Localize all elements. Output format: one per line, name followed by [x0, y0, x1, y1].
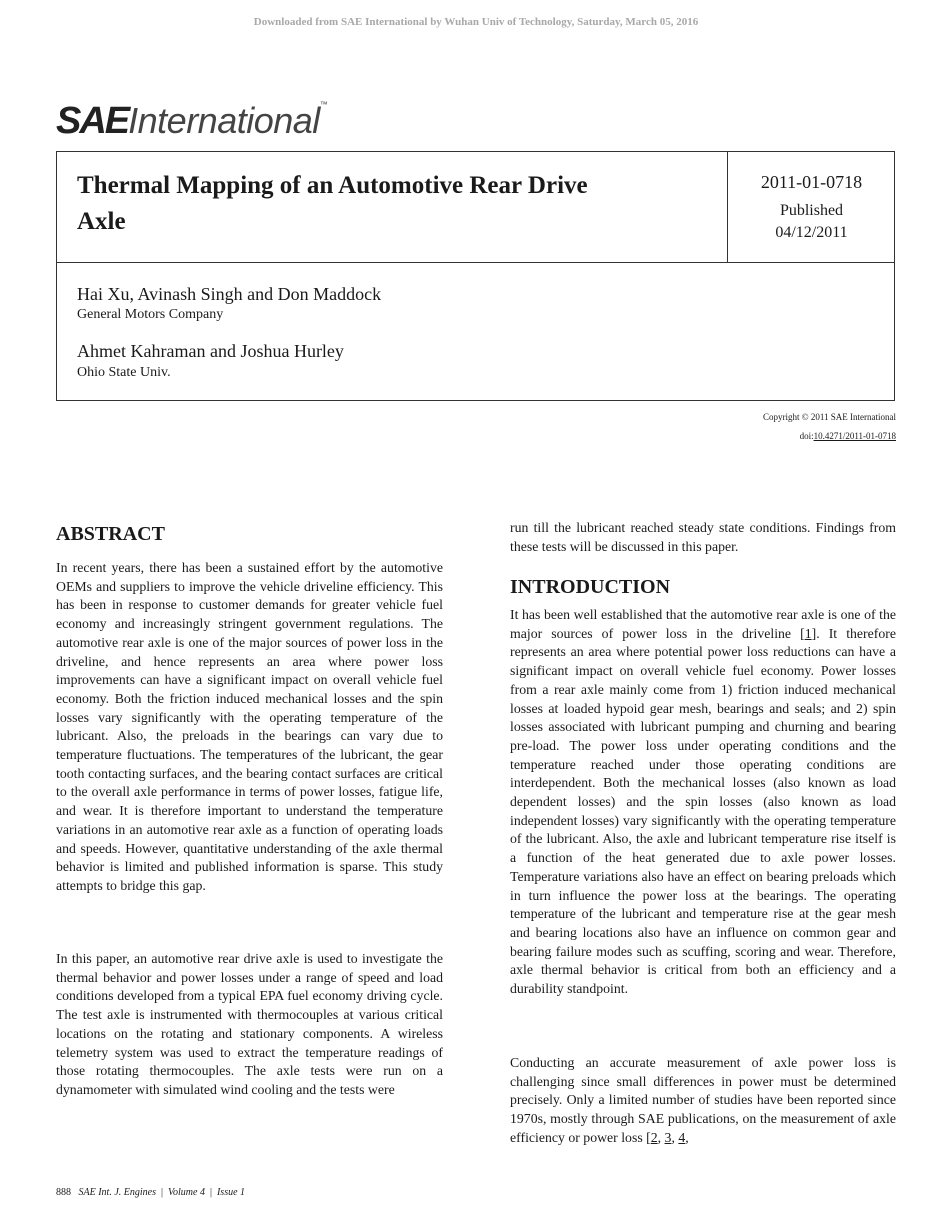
affiliation-2: Ohio State Univ.	[77, 365, 171, 380]
abstract-heading: ABSTRACT	[56, 523, 165, 545]
doi-link[interactable]: 10.4271/2011-01-0718	[813, 431, 896, 441]
abstract-paragraph-2-continued: run till the lubricant reached steady state conditions. Findings from these tests will be discussed in this paper.	[510, 520, 896, 554]
reference-link-1[interactable]: 1	[804, 625, 812, 641]
abstract-paragraph-2: In this paper, an automotive rear drive axle is used to investigate the thermal behavior and power losses under a range of speed and load conditions developed from a typical EPA fuel economy driving cycle. The test axle is instrumented with thermocouples at various critical locations on the rotating and stationary components. A wireless telemetry system was used to extract the temperature readings of those rotating thermocouples. The axle tests were run on a dynamometer with simulated wind cooling and the tests were	[56, 951, 443, 1097]
page-number: 888	[56, 1187, 71, 1198]
footer-separator: |	[160, 1187, 163, 1198]
paper-title-line-2: Axle	[77, 208, 126, 235]
paper-title-line-1: Thermal Mapping of an Automotive Rear Drive	[77, 172, 588, 199]
journal-issue: Issue 1	[216, 1187, 246, 1198]
copyright-notice: Copyright © 2011 SAE International	[763, 412, 896, 422]
affiliation-1: General Motors Company	[77, 307, 224, 322]
introduction-heading: INTRODUCTION	[510, 576, 671, 598]
doi-prefix: doi:	[799, 431, 814, 441]
sae-international-logo	[56, 100, 328, 144]
intro-p1-text-a: It has been well established that the automotive rear axle is one of the major sources of power loss in the driveline [	[510, 607, 896, 641]
abstract-paragraph-1: In recent years, there has been a sustained effort by the automotive OEMs and suppliers to improve the vehicle driveline efficiency. This has been in response to customer demands for greater vehicle fuel economy and increasingly stringent government regulations. The automotive rear axle is one of the major sources of power loss in the driveline, and hence represents an area where power loss improvements can have a significant impact on overall vehicle fuel economy. Both the friction induced mechanical losses and the spin losses vary significantly with the operating temperature of the lubricant. Also, the preloads in the bearings can vary due to temperature fluctuations. The temperatures of the lubricant, the gear tooth contacting surfaces, and the bearing contact surfaces are critical to the overall axle performance in terms of power losses, fatigue life, and wear. It is therefore important to understand the temperature variations in an automotive rear axle as a function of operating loads and speeds. However, quantitative understanding of the axle thermal behavior is limited and published information is sparse. This study attempts to bridge this gap.	[56, 560, 443, 893]
authors-group-2: Ahmet Kahraman and Joshua Hurley	[77, 341, 344, 361]
paper-number: 2011-01-0718	[760, 172, 863, 192]
published-label: Published	[779, 202, 844, 219]
title-cell	[56, 151, 728, 263]
reference-link-2[interactable]: 2	[650, 1129, 658, 1145]
intro-p2-text-a: Conducting an accurate measurement of axle power loss is challenging since small differences in power must be determined precisely. Only a limited number of studies have been reported since 1970s, mostly through SAE publications, on the measurement of axle efficiency or power loss [	[510, 1055, 896, 1145]
journal-name: SAE Int. J. Engines	[78, 1187, 156, 1198]
published-date: 04/12/2011	[775, 224, 848, 241]
ref-separator: ,	[657, 1129, 665, 1145]
intro-p1-text-b: ]. It therefore represents an area where potential power loss reductions can have a significant impact on overall vehicle fuel economy. Power losses from a rear axle mainly come from 1) friction induced mechanical losses at loaded hypoid gear mesh, bearings and seals; and 2) spin losses associated with lubricant pumping and churning and bearing pre-load. The power loss under operating conditions and the temperature reached under those operating conditions are interdependent. Both the mechanical losses (also known as load dependent losses) and the spin losses (also known as load independent losses) vary significantly with the operating temperature of the lubricant. Also, the axle and lubricant temperature rise itself is a function of the heat generated due to axle power losses. Temperature variations also have an effect on bearing preloads which in turn influence the power loss at the bearings. The operating temperature of the lubricant and temperature rise at the gear mesh and bearing locations also have an influence on common gear and bearing failure modes such as scuffing, scoring and wear. Therefore, axle thermal behavior is critical from both an efficiency and a durability standpoint.	[510, 625, 896, 997]
authors-group-1: Hai Xu, Avinash Singh and Don Maddock	[77, 284, 382, 304]
download-note: Downloaded from SAE International by Wuhan Univ of Technology, Saturday, March 05, 2016	[253, 16, 699, 28]
reference-link-4[interactable]: 4	[678, 1129, 686, 1145]
introduction-paragraph-2	[510, 1054, 896, 1148]
footer-separator: |	[209, 1187, 212, 1198]
logo-international-text: International	[128, 100, 320, 141]
journal-volume: Volume 4	[168, 1187, 205, 1198]
logo-sae-text: SAE	[56, 100, 129, 142]
doi-line	[800, 431, 896, 441]
ref-separator: ,	[671, 1129, 679, 1145]
reference-link-3[interactable]: 3	[664, 1129, 672, 1145]
introduction-paragraph-1	[510, 606, 896, 999]
page-footer	[56, 1187, 245, 1198]
ref-trailing-comma: ,	[685, 1129, 689, 1145]
logo-trademark: ™	[319, 100, 328, 109]
